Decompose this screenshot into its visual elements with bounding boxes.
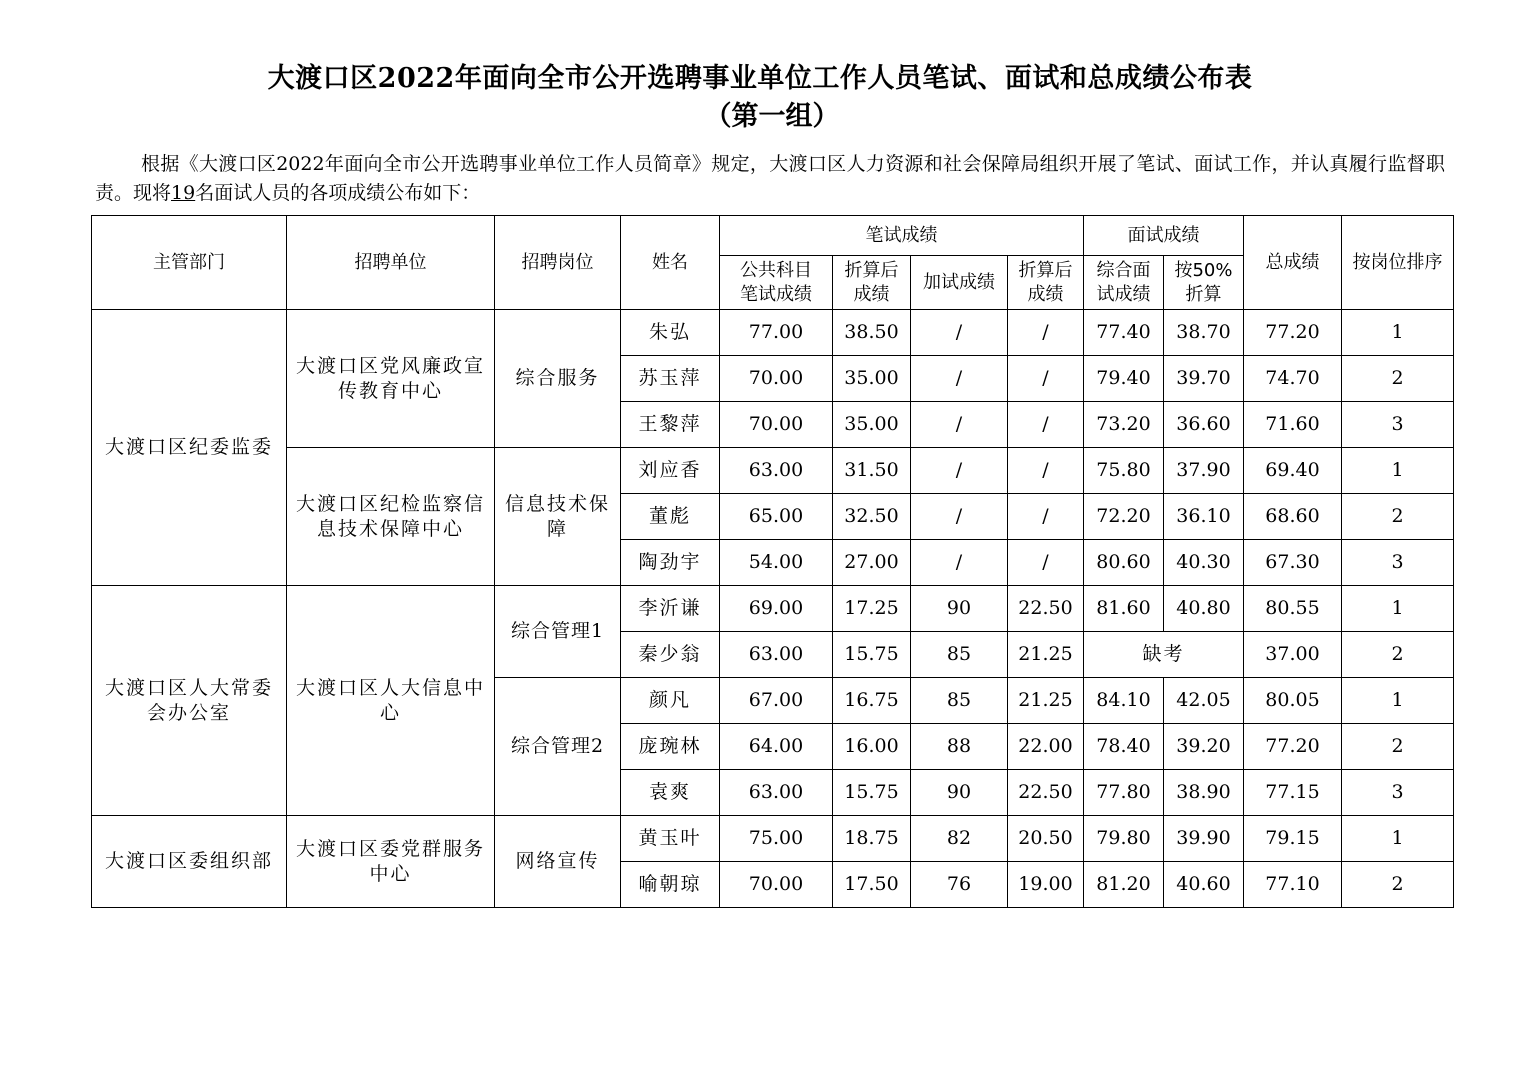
extra-cell: 88 bbox=[911, 724, 1008, 770]
rank-cell: 2 bbox=[1342, 724, 1454, 770]
interview-half-cell: 36.10 bbox=[1164, 494, 1244, 540]
table-row bbox=[92, 586, 1454, 632]
table-row bbox=[92, 310, 1454, 356]
interview-score-cell: 73.20 bbox=[1084, 402, 1164, 448]
total-cell: 69.40 bbox=[1244, 448, 1342, 494]
rank-cell: 1 bbox=[1342, 310, 1454, 356]
extra-cell: / bbox=[911, 494, 1008, 540]
absent-cell: 缺考 bbox=[1084, 632, 1244, 678]
interview-half-cell: 36.60 bbox=[1164, 402, 1244, 448]
rank-cell: 1 bbox=[1342, 448, 1454, 494]
header-dept: 主管部门 bbox=[92, 216, 287, 310]
interview-half-cell: 40.30 bbox=[1164, 540, 1244, 586]
header-name: 姓名 bbox=[621, 216, 720, 310]
public-score-cell: 65.00 bbox=[720, 494, 833, 540]
extra-cell: 76 bbox=[911, 862, 1008, 908]
public-score-cell: 77.00 bbox=[720, 310, 833, 356]
header-unit: 招聘单位 bbox=[287, 216, 495, 310]
converted-2-cell: / bbox=[1008, 402, 1084, 448]
dept-cell: 大渡口区委组织部 bbox=[92, 816, 287, 908]
converted-1-cell: 38.50 bbox=[833, 310, 911, 356]
interview-half-cell: 40.60 bbox=[1164, 862, 1244, 908]
post-cell: 综合管理1 bbox=[495, 586, 621, 678]
header-total: 总成绩 bbox=[1244, 216, 1342, 310]
unit-cell: 大渡口区党风廉政宣传教育中心 bbox=[287, 310, 495, 448]
converted-2-cell: 21.25 bbox=[1008, 632, 1084, 678]
intro-text-after: 名面试人员的各项成绩公布如下： bbox=[195, 182, 481, 204]
extra-cell: / bbox=[911, 448, 1008, 494]
interview-score-cell: 81.60 bbox=[1084, 586, 1164, 632]
public-score-cell: 67.00 bbox=[720, 678, 833, 724]
converted-1-cell: 15.75 bbox=[833, 632, 911, 678]
name-cell: 朱弘 bbox=[621, 310, 720, 356]
unit-cell: 大渡口区人大信息中心 bbox=[287, 586, 495, 816]
interview-score-cell: 78.40 bbox=[1084, 724, 1164, 770]
interview-score-cell: 81.20 bbox=[1084, 862, 1164, 908]
post-cell: 信息技术保障 bbox=[495, 448, 621, 586]
rank-cell: 1 bbox=[1342, 678, 1454, 724]
interview-score-cell: 77.80 bbox=[1084, 770, 1164, 816]
extra-cell: / bbox=[911, 402, 1008, 448]
extra-cell: / bbox=[911, 540, 1008, 586]
public-score-cell: 70.00 bbox=[720, 862, 833, 908]
header-rank: 按岗位排序 bbox=[1342, 216, 1454, 310]
public-score-cell: 54.00 bbox=[720, 540, 833, 586]
rank-cell: 3 bbox=[1342, 540, 1454, 586]
unit-cell: 大渡口区委党群服务中心 bbox=[287, 816, 495, 908]
public-score-cell: 75.00 bbox=[720, 816, 833, 862]
intro-paragraph bbox=[95, 150, 1445, 208]
name-cell: 陶劲宇 bbox=[621, 540, 720, 586]
header-public-score: 公共科目笔试成绩 bbox=[720, 256, 833, 310]
interview-half-cell: 37.90 bbox=[1164, 448, 1244, 494]
header-converted-1: 折算后成绩 bbox=[833, 256, 911, 310]
dept-cell: 大渡口区人大常委会办公室 bbox=[92, 586, 287, 816]
converted-2-cell: 22.50 bbox=[1008, 586, 1084, 632]
post-cell: 综合服务 bbox=[495, 310, 621, 448]
extra-cell: 85 bbox=[911, 632, 1008, 678]
table-row bbox=[92, 448, 1454, 494]
interview-half-cell: 38.90 bbox=[1164, 770, 1244, 816]
rank-cell: 2 bbox=[1342, 632, 1454, 678]
extra-cell: 85 bbox=[911, 678, 1008, 724]
converted-1-cell: 35.00 bbox=[833, 402, 911, 448]
converted-2-cell: 19.00 bbox=[1008, 862, 1084, 908]
post-cell: 网络宣传 bbox=[495, 816, 621, 908]
interview-half-cell: 42.05 bbox=[1164, 678, 1244, 724]
interview-half-cell: 39.20 bbox=[1164, 724, 1244, 770]
interview-half-cell: 38.70 bbox=[1164, 310, 1244, 356]
total-cell: 80.55 bbox=[1244, 586, 1342, 632]
interview-score-cell: 79.80 bbox=[1084, 816, 1164, 862]
converted-1-cell: 16.75 bbox=[833, 678, 911, 724]
total-cell: 79.15 bbox=[1244, 816, 1342, 862]
interview-half-cell: 40.80 bbox=[1164, 586, 1244, 632]
header-converted-2: 折算后成绩 bbox=[1008, 256, 1084, 310]
table-row bbox=[92, 816, 1454, 862]
extra-cell: / bbox=[911, 310, 1008, 356]
interview-half-cell: 39.70 bbox=[1164, 356, 1244, 402]
converted-1-cell: 18.75 bbox=[833, 816, 911, 862]
extra-cell: / bbox=[911, 356, 1008, 402]
interview-score-cell: 80.60 bbox=[1084, 540, 1164, 586]
name-cell: 黄玉叶 bbox=[621, 816, 720, 862]
name-cell: 苏玉萍 bbox=[621, 356, 720, 402]
total-cell: 71.60 bbox=[1244, 402, 1342, 448]
rank-cell: 2 bbox=[1342, 356, 1454, 402]
rank-cell: 1 bbox=[1342, 816, 1454, 862]
public-score-cell: 69.00 bbox=[720, 586, 833, 632]
document-title: 大渡口区2022年面向全市公开选聘事业单位工作人员笔试、面试和总成绩公布表 bbox=[267, 63, 1253, 94]
interview-score-cell: 75.80 bbox=[1084, 448, 1164, 494]
intro-count: 19 bbox=[171, 182, 196, 204]
header-interview-half: 按50%折算 bbox=[1164, 256, 1244, 310]
name-cell: 秦少翁 bbox=[621, 632, 720, 678]
converted-1-cell: 32.50 bbox=[833, 494, 911, 540]
converted-2-cell: / bbox=[1008, 448, 1084, 494]
document-subtitle: （第一组） bbox=[704, 101, 840, 132]
converted-2-cell: / bbox=[1008, 540, 1084, 586]
converted-1-cell: 31.50 bbox=[833, 448, 911, 494]
total-cell: 74.70 bbox=[1244, 356, 1342, 402]
total-cell: 77.20 bbox=[1244, 310, 1342, 356]
unit-cell: 大渡口区纪检监察信息技术保障中心 bbox=[287, 448, 495, 586]
extra-cell: 82 bbox=[911, 816, 1008, 862]
name-cell: 董彪 bbox=[621, 494, 720, 540]
name-cell: 刘应香 bbox=[621, 448, 720, 494]
converted-2-cell: 21.25 bbox=[1008, 678, 1084, 724]
score-table bbox=[91, 215, 1454, 908]
public-score-cell: 64.00 bbox=[720, 724, 833, 770]
name-cell: 庞琬林 bbox=[621, 724, 720, 770]
interview-score-cell: 84.10 bbox=[1084, 678, 1164, 724]
public-score-cell: 63.00 bbox=[720, 448, 833, 494]
header-interview-score: 综合面试成绩 bbox=[1084, 256, 1164, 310]
converted-1-cell: 35.00 bbox=[833, 356, 911, 402]
converted-2-cell: 22.00 bbox=[1008, 724, 1084, 770]
converted-1-cell: 16.00 bbox=[833, 724, 911, 770]
rank-cell: 3 bbox=[1342, 770, 1454, 816]
rank-cell: 3 bbox=[1342, 402, 1454, 448]
rank-cell: 2 bbox=[1342, 862, 1454, 908]
converted-1-cell: 17.25 bbox=[833, 586, 911, 632]
interview-score-cell: 79.40 bbox=[1084, 356, 1164, 402]
total-cell: 68.60 bbox=[1244, 494, 1342, 540]
header-extra: 加试成绩 bbox=[911, 256, 1008, 310]
converted-2-cell: 20.50 bbox=[1008, 816, 1084, 862]
rank-cell: 2 bbox=[1342, 494, 1454, 540]
converted-2-cell: / bbox=[1008, 310, 1084, 356]
name-cell: 李沂谦 bbox=[621, 586, 720, 632]
public-score-cell: 63.00 bbox=[720, 770, 833, 816]
extra-cell: 90 bbox=[911, 770, 1008, 816]
header-interview: 面试成绩 bbox=[1084, 216, 1244, 256]
total-cell: 37.00 bbox=[1244, 632, 1342, 678]
total-cell: 80.05 bbox=[1244, 678, 1342, 724]
interview-score-cell: 72.20 bbox=[1084, 494, 1164, 540]
converted-2-cell: 22.50 bbox=[1008, 770, 1084, 816]
interview-half-cell: 39.90 bbox=[1164, 816, 1244, 862]
public-score-cell: 70.00 bbox=[720, 402, 833, 448]
rank-cell: 1 bbox=[1342, 586, 1454, 632]
name-cell: 喻朝琼 bbox=[621, 862, 720, 908]
converted-1-cell: 27.00 bbox=[833, 540, 911, 586]
total-cell: 77.15 bbox=[1244, 770, 1342, 816]
converted-1-cell: 17.50 bbox=[833, 862, 911, 908]
extra-cell: 90 bbox=[911, 586, 1008, 632]
converted-1-cell: 15.75 bbox=[833, 770, 911, 816]
interview-score-cell: 77.40 bbox=[1084, 310, 1164, 356]
header-written: 笔试成绩 bbox=[720, 216, 1084, 256]
converted-2-cell: / bbox=[1008, 494, 1084, 540]
converted-2-cell: / bbox=[1008, 356, 1084, 402]
name-cell: 颜凡 bbox=[621, 678, 720, 724]
total-cell: 67.30 bbox=[1244, 540, 1342, 586]
total-cell: 77.20 bbox=[1244, 724, 1342, 770]
header-row-1 bbox=[92, 216, 1454, 256]
dept-cell: 大渡口区纪委监委 bbox=[92, 310, 287, 586]
public-score-cell: 63.00 bbox=[720, 632, 833, 678]
intro-text-before: 根据《大渡口区2022年面向全市公开选聘事业单位工作人员简章》规定，大渡口区人力资源和社会保障局组织开展了笔试、面试工作，并认真履行监督职责。现将 bbox=[95, 153, 1445, 204]
post-cell: 综合管理2 bbox=[495, 678, 621, 816]
total-cell: 77.10 bbox=[1244, 862, 1342, 908]
name-cell: 袁爽 bbox=[621, 770, 720, 816]
public-score-cell: 70.00 bbox=[720, 356, 833, 402]
header-post: 招聘岗位 bbox=[495, 216, 621, 310]
name-cell: 王黎萍 bbox=[621, 402, 720, 448]
